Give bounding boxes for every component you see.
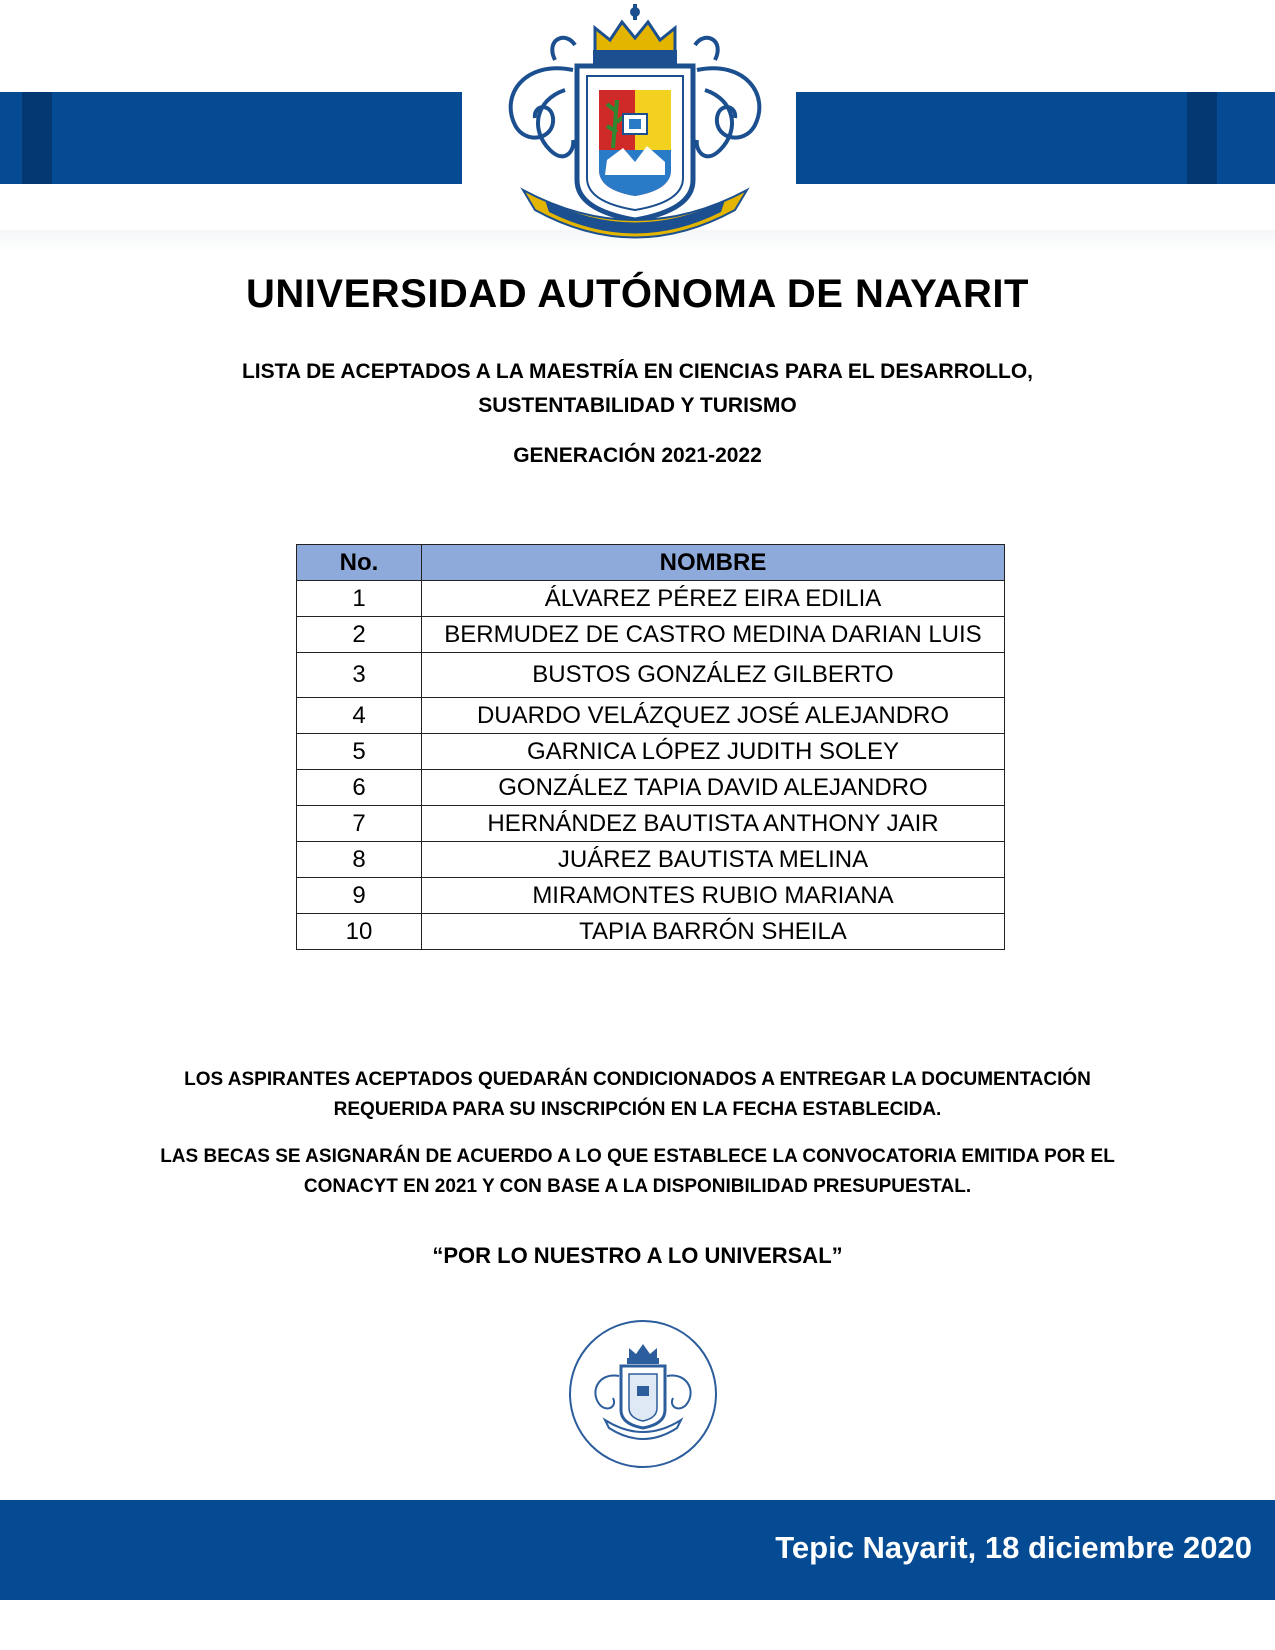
row-name: BERMUDEZ DE CASTRO MEDINA DARIAN LUIS: [422, 617, 1005, 653]
university-motto: “POR LO NUESTRO A LO UNIVERSAL”: [432, 1243, 843, 1268]
note-line: REQUERIDA PARA SU INSCRIPCIÓN EN LA FECHA ESTABLECIDA.: [333, 1099, 942, 1120]
generation-label: GENERACIÓN 2021-2022: [513, 444, 762, 467]
table-row: [297, 617, 1005, 653]
row-number: 4: [297, 698, 422, 734]
crown-icon: [593, 4, 677, 64]
table-header-row: [297, 545, 1005, 581]
table-row: [297, 734, 1005, 770]
row-name: MIRAMONTES RUBIO MARIANA: [422, 878, 1005, 914]
table-row: [297, 914, 1005, 950]
subtitle-line: LISTA DE ACEPTADOS A LA MAESTRÍA EN CIENCIAS PARA EL DESARROLLO,: [241, 360, 1034, 383]
table-row: [297, 806, 1005, 842]
documentation-note: [150, 1065, 1125, 1125]
band-stripe: [1187, 92, 1217, 184]
place-date: Tepic Nayarit, 18 diciembre 2020: [775, 1530, 1252, 1565]
header-band-right: [796, 92, 1275, 184]
row-number: 10: [297, 914, 422, 950]
column-header-number: No.: [297, 545, 422, 581]
row-number: 5: [297, 734, 422, 770]
row-name: GARNICA LÓPEZ JUDITH SOLEY: [422, 734, 1005, 770]
row-number: 6: [297, 770, 422, 806]
row-number: 2: [297, 617, 422, 653]
row-number: 8: [297, 842, 422, 878]
table-row: [297, 878, 1005, 914]
table-row: [297, 842, 1005, 878]
table-row: [297, 653, 1005, 698]
university-crest-logo: [495, 0, 775, 255]
row-name: GONZÁLEZ TAPIA DAVID ALEJANDRO: [422, 770, 1005, 806]
table-row: [297, 770, 1005, 806]
table-row: [297, 581, 1005, 617]
row-name: BUSTOS GONZÁLEZ GILBERTO: [422, 653, 1005, 698]
row-name: HERNÁNDEZ BAUTISTA ANTHONY JAIR: [422, 806, 1005, 842]
row-number: 3: [297, 653, 422, 698]
column-header-name: NOMBRE: [422, 545, 1005, 581]
row-number: 7: [297, 806, 422, 842]
footer-band: [0, 1500, 1275, 1600]
row-name: ÁLVAREZ PÉREZ EIRA EDILIA: [422, 581, 1005, 617]
band-stripe: [22, 92, 52, 184]
university-seal-logo: [567, 1318, 719, 1470]
row-name: JUÁREZ BAUTISTA MELINA: [422, 842, 1005, 878]
row-number: 9: [297, 878, 422, 914]
table-row: [297, 698, 1005, 734]
accepted-list-table: [296, 544, 1005, 950]
subtitle-line: SUSTENTABILIDAD Y TURISMO: [478, 394, 797, 417]
header-band-left: [0, 92, 462, 184]
page-title: UNIVERSIDAD AUTÓNOMA DE NAYARIT: [246, 272, 1029, 316]
scholarship-note: [150, 1142, 1125, 1202]
row-name: DUARDO VELÁZQUEZ JOSÉ ALEJANDRO: [422, 698, 1005, 734]
note-line: CONACYT EN 2021 Y CON BASE A LA DISPONIBILIDAD PRESUPUESTAL.: [303, 1176, 972, 1197]
note-line: LAS BECAS SE ASIGNARÁN DE ACUERDO A LO QUE ESTABLECE LA CONVOCATORIA EMITIDA POR EL: [160, 1146, 1115, 1167]
note-line: LOS ASPIRANTES ACEPTADOS QUEDARÁN CONDICIONADOS A ENTREGAR LA DOCUMENTACIÓN: [184, 1069, 1091, 1090]
row-number: 1: [297, 581, 422, 617]
row-name: TAPIA BARRÓN SHEILA: [422, 914, 1005, 950]
list-subtitle: [200, 355, 1075, 423]
